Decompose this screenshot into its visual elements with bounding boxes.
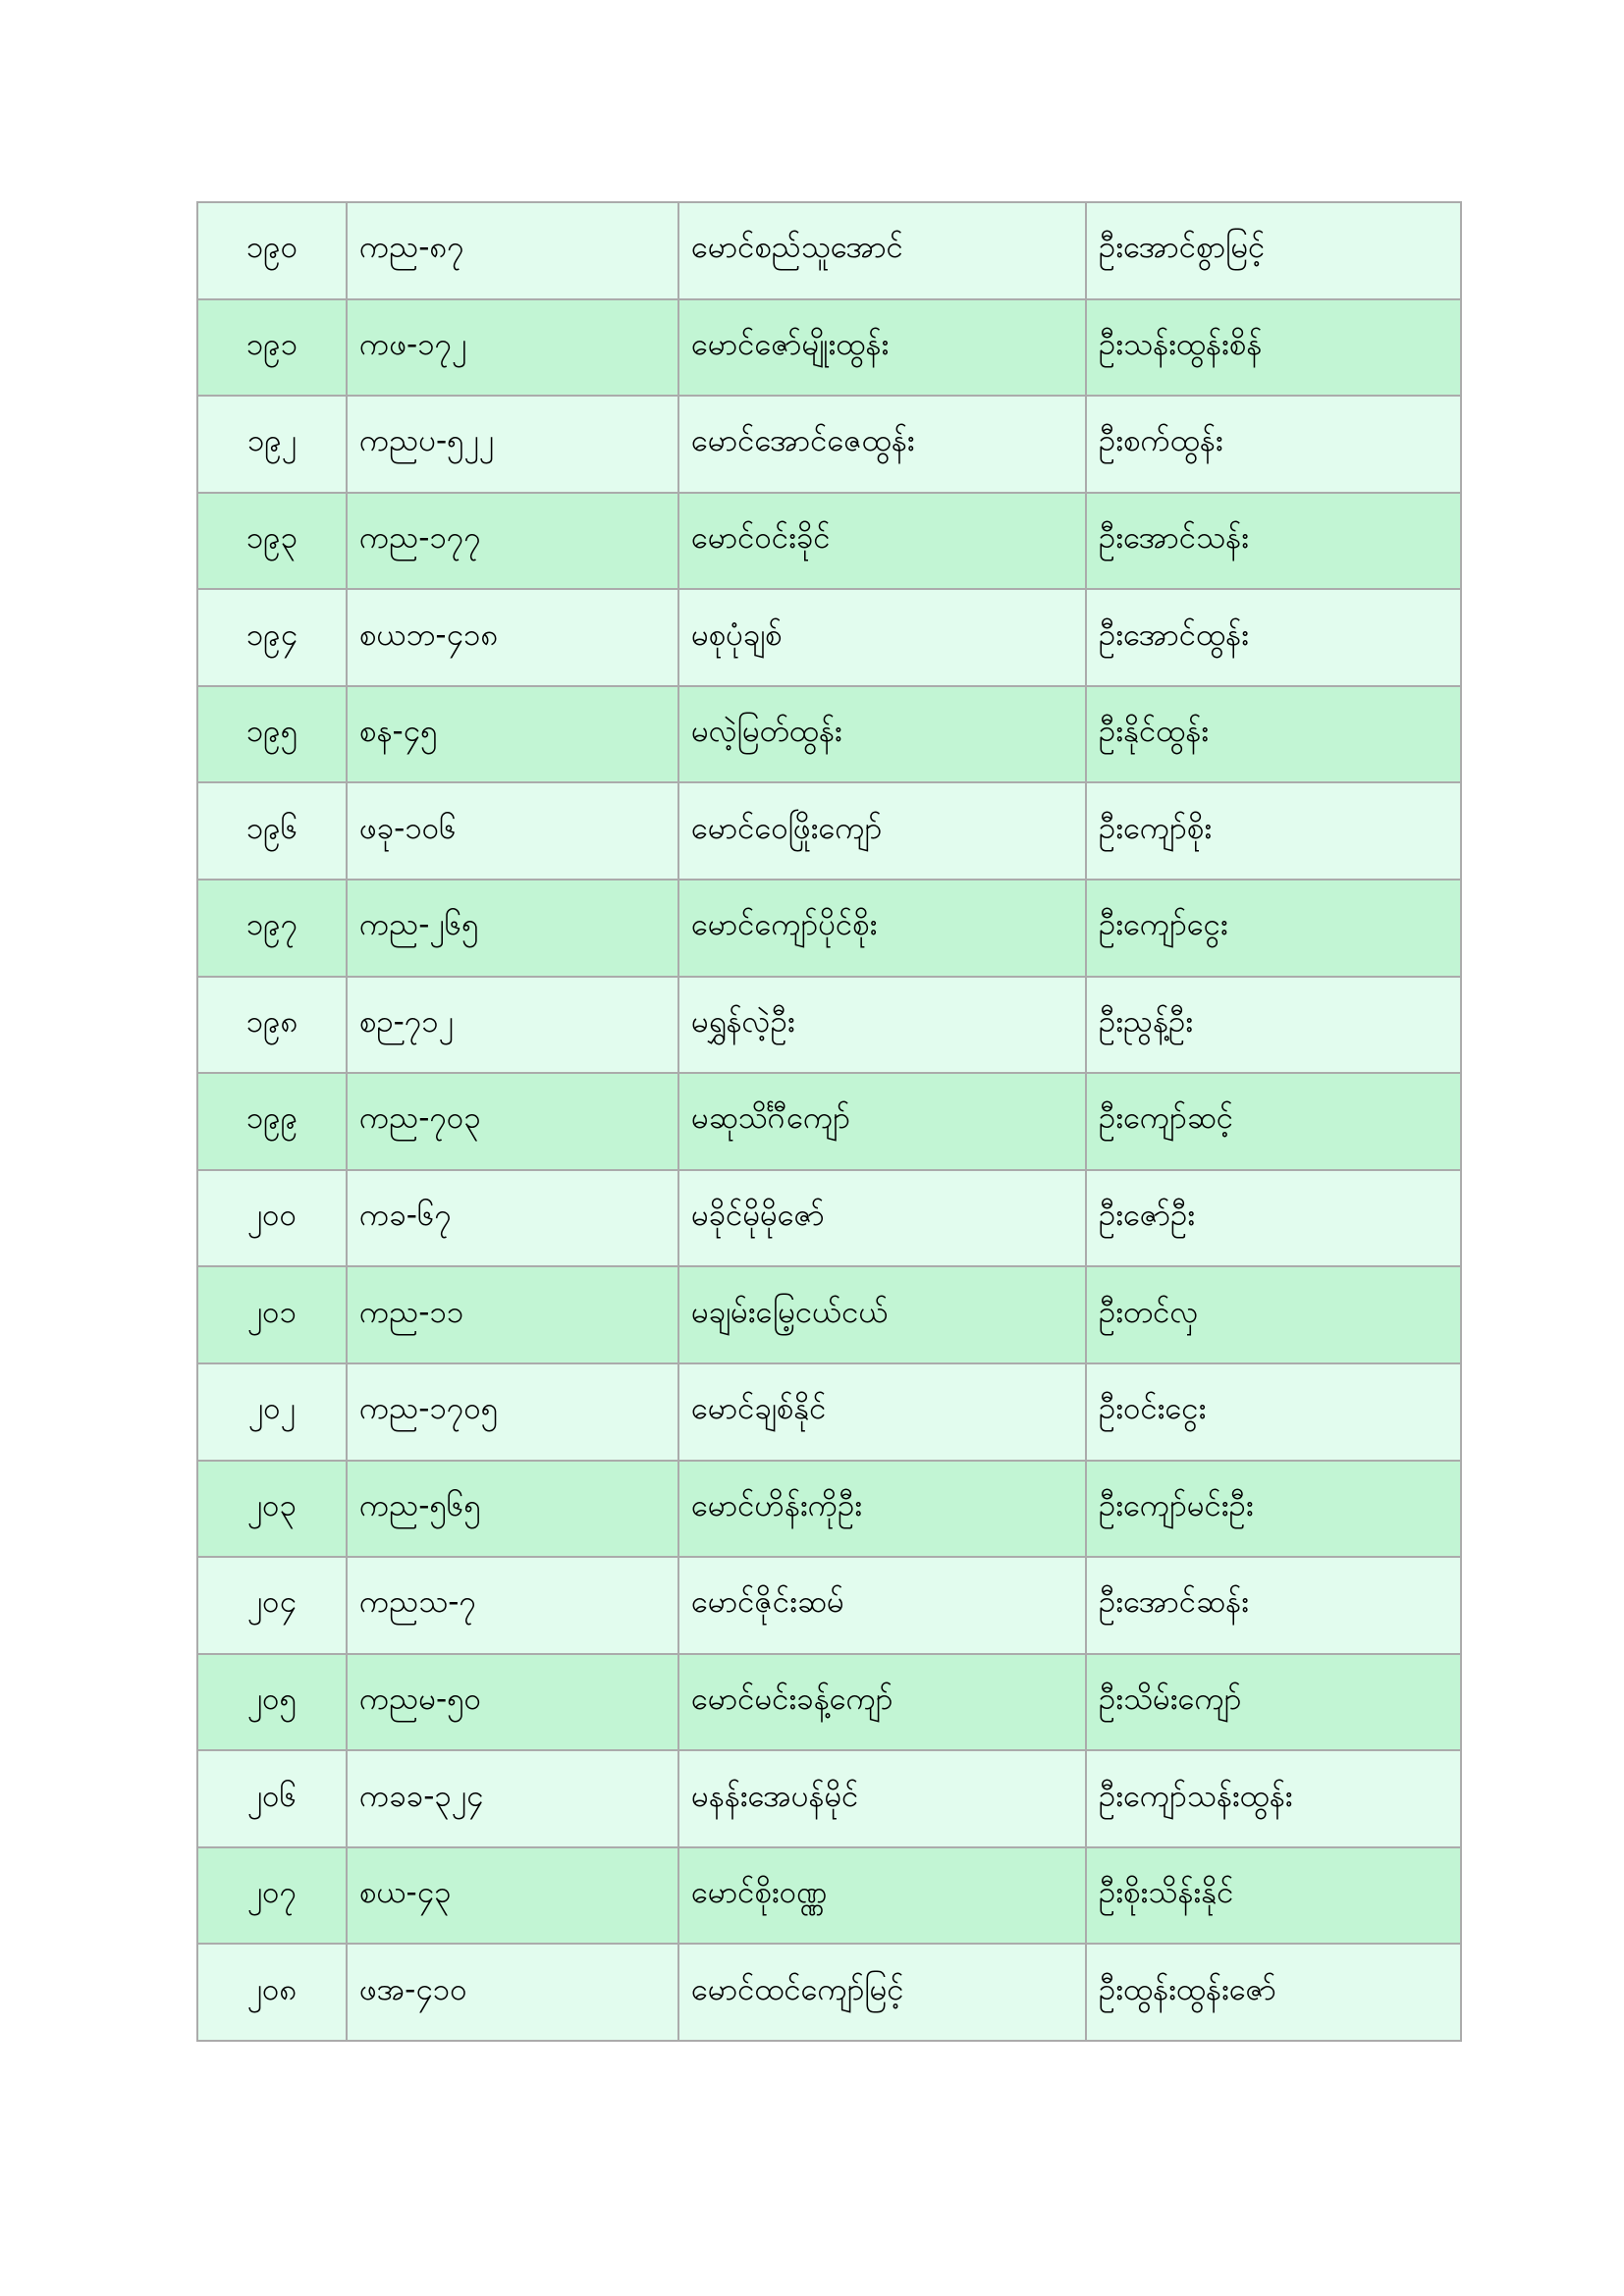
name-cell: မောင်ကျော်ပိုင်စိုး [678,880,1086,977]
roster-table-body [197,202,1461,2041]
table-row [197,977,1461,1074]
name-cell: မခိုင်မိုမိုဇော် [678,1170,1086,1267]
name-cell: မောင်ဝေဖြိုးကျော် [678,782,1086,880]
code-cell: စန-၄၅ [347,686,678,783]
name-cell: မောင်မင်းခန့်ကျော် [678,1654,1086,1751]
father-name-cell: ဦးနိုင်ထွန်း [1086,686,1461,783]
table-row [197,493,1461,590]
code-cell: စယဘ-၄၁၈ [347,589,678,686]
table-row [197,782,1461,880]
serial-cell: ၂၀၈ [197,1944,347,2041]
father-name-cell: ဦးညွန့်ဦး [1086,977,1461,1074]
name-cell: မောင်စိုးဝဏ္ဏ [678,1847,1086,1945]
serial-cell: ၁၉၀ [197,202,347,299]
father-name-cell: ဦးစိုးသိန်းနိုင် [1086,1847,1461,1945]
code-cell: ကည-၅၆၅ [347,1461,678,1558]
table-row [197,1847,1461,1945]
code-cell: ကည-၇၀၃ [347,1073,678,1170]
father-name-cell: ဦးကျော်ဆင့် [1086,1073,1461,1170]
name-cell: မောင်ဇိုင်းဆမ် [678,1557,1086,1654]
serial-cell: ၁၉၇ [197,880,347,977]
table-row [197,1363,1461,1461]
serial-cell: ၂၀၂ [197,1363,347,1461]
table-row [197,1266,1461,1363]
serial-cell: ၁၉၅ [197,686,347,783]
table-row [197,1170,1461,1267]
table-row [197,1654,1461,1751]
table-row [197,1750,1461,1847]
father-name-cell: ဦးအောင်သန်း [1086,493,1461,590]
father-name-cell: ဦးစက်ထွန်း [1086,396,1461,493]
name-cell: မရွှန်လဲ့ဦး [678,977,1086,1074]
father-name-cell: ဦးသန်းထွန်းစိန် [1086,299,1461,397]
father-name-cell: ဦးကျော်သန်းထွန်း [1086,1750,1461,1847]
code-cell: ကညမ-၅၀ [347,1654,678,1751]
serial-cell: ၂၀၆ [197,1750,347,1847]
father-name-cell: ဦးကျော်စိုး [1086,782,1461,880]
father-name-cell: ဦးဝင်းငွေး [1086,1363,1461,1461]
serial-cell: ၂၀၄ [197,1557,347,1654]
name-cell: မောင်ဟိန်းကိုဦး [678,1461,1086,1558]
father-name-cell: ဦးအောင်ထွန်း [1086,589,1461,686]
father-name-cell: ဦးကျော်ငွေး [1086,880,1461,977]
father-name-cell: ဦးထွန်းထွန်းဇော် [1086,1944,1461,2041]
code-cell: ကညပ-၅၂၂ [347,396,678,493]
code-cell: ဖအ-၄၁၀ [347,1944,678,2041]
father-name-cell: ဦးတင်လှ [1086,1266,1461,1363]
serial-cell: ၂၀၇ [197,1847,347,1945]
code-cell: ကဖ-၁၇၂ [347,299,678,397]
table-row [197,1461,1461,1558]
table-row [197,880,1461,977]
code-cell: ကည-၂၆၅ [347,880,678,977]
code-cell: ကညသ-၇ [347,1557,678,1654]
serial-cell: ၂၀၃ [197,1461,347,1558]
father-name-cell: ဦးသိမ်းကျော် [1086,1654,1461,1751]
father-name-cell: ဦးအောင်စွာမြင့် [1086,202,1461,299]
name-cell: မောင်ဝင်းခိုင် [678,493,1086,590]
name-cell: မဆုသိင်္ဂီကျော် [678,1073,1086,1170]
table-row [197,396,1461,493]
serial-cell: ၂၀၁ [197,1266,347,1363]
name-cell: မချမ်းမြေ့ငယ်ငယ် [678,1266,1086,1363]
serial-cell: ၁၉၃ [197,493,347,590]
name-cell: မောင်ချစ်နိုင် [678,1363,1086,1461]
roster-table [196,201,1462,2042]
serial-cell: ၂၀၅ [197,1654,347,1751]
table-row [197,686,1461,783]
table-row [197,299,1461,397]
name-cell: မစုပုံချစ် [678,589,1086,686]
father-name-cell: ဦးအောင်ဆန်း [1086,1557,1461,1654]
name-cell: မောင်ဇော်မျိုးထွန်း [678,299,1086,397]
serial-cell: ၁၉၉ [197,1073,347,1170]
table-row [197,1944,1461,2041]
serial-cell: ၁၉၁ [197,299,347,397]
father-name-cell: ဦးကျော်မင်းဦး [1086,1461,1461,1558]
name-cell: မောင်စည်သူအောင် [678,202,1086,299]
serial-cell: ၁၉၆ [197,782,347,880]
serial-cell: ၂၀၀ [197,1170,347,1267]
code-cell: ကည-၁၇၇ [347,493,678,590]
father-name-cell: ဦးဇော်ဦး [1086,1170,1461,1267]
serial-cell: ၁၉၂ [197,396,347,493]
code-cell: ကည-၁၁ [347,1266,678,1363]
code-cell: စဉ-၇၁၂ [347,977,678,1074]
table-row [197,589,1461,686]
code-cell: ကည-၈၇ [347,202,678,299]
serial-cell: ၁၉၄ [197,589,347,686]
name-cell: မောင်အောင်ဇေထွန်း [678,396,1086,493]
table-row [197,1073,1461,1170]
code-cell: ကခ-၆၇ [347,1170,678,1267]
serial-cell: ၁၉၈ [197,977,347,1074]
code-cell: ဖခု-၁၀၆ [347,782,678,880]
name-cell: မနန်းအေပန်မိုင် [678,1750,1086,1847]
table-row [197,202,1461,299]
name-cell: မောင်ထင်ကျော်မြင့် [678,1944,1086,2041]
table-row [197,1557,1461,1654]
code-cell: စယ-၄၃ [347,1847,678,1945]
name-cell: မလဲ့မြတ်ထွန်း [678,686,1086,783]
code-cell: ကခခ-၃၂၄ [347,1750,678,1847]
code-cell: ကည-၁၇၀၅ [347,1363,678,1461]
